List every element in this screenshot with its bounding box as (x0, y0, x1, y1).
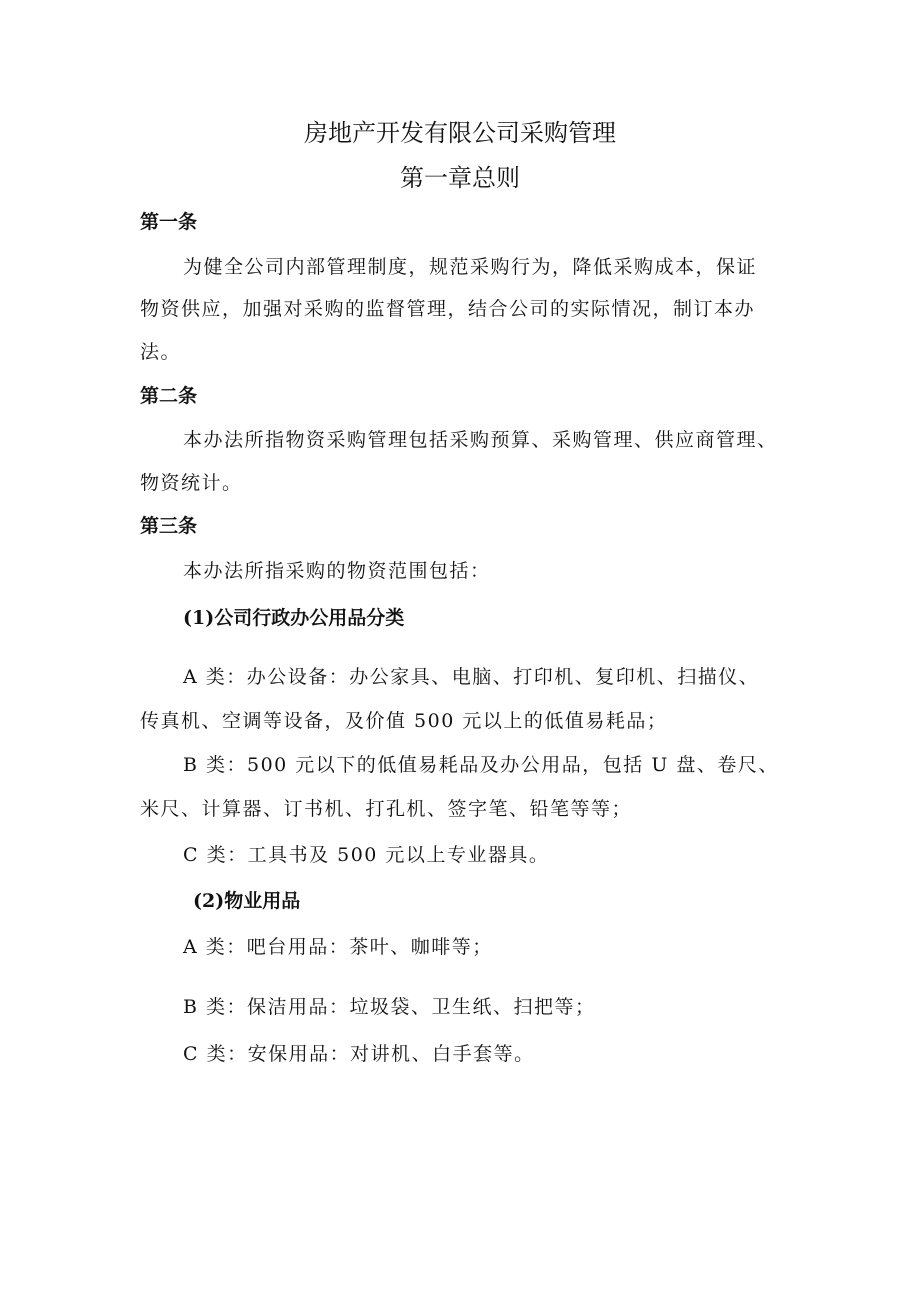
article-1-line-1: 为健全公司内部管理制度，规范采购行为，降低采购成本，保证 (183, 256, 758, 278)
section-2-class-a: A 类：吧台用品：茶叶、咖啡等； (183, 936, 493, 958)
article-1-heading: 第一条 (140, 211, 198, 233)
article-1-line-3: 法。 (140, 341, 182, 363)
section-1-class-b-line-1: B 类：500 元以下的低值易耗品及办公用品，包括 U 盘、卷尺、 (183, 754, 779, 776)
section-1-heading: (1)公司行政办公用品分类 (183, 607, 405, 629)
article-2-heading: 第二条 (140, 385, 198, 407)
section-2-class-c: C 类：安保用品：对讲机、白手套等。 (183, 1043, 535, 1065)
section-1-class-b-line-2: 米尺、计算器、订书机、打孔机、签字笔、铅笔等等； (140, 798, 633, 820)
section-2-heading: (2)物业用品 (193, 890, 301, 912)
article-1-line-2: 物资供应，加强对采购的监督管理，结合公司的实际情况，制订本办 (140, 298, 756, 320)
article-2-line-2: 物资统计。 (140, 472, 243, 494)
section-2-class-b: B 类：保洁用品：垃圾袋、卫生纸、扫把等； (183, 996, 596, 1018)
section-1-class-c: C 类：工具书及 500 元以上专业器具。 (183, 844, 550, 866)
document-title: 房地产开发有限公司采购管理 (304, 119, 616, 147)
article-3-heading: 第三条 (140, 515, 198, 537)
article-2-line-1: 本办法所指物资采购管理包括采购预算、采购管理、供应商管理、 (183, 429, 778, 451)
chapter-title: 第一章总则 (400, 164, 520, 192)
article-3-line-1: 本办法所指采购的物资范围包括： (183, 560, 491, 582)
section-1-class-a-line-2: 传真机、空调等设备，及价值 500 元以上的低值易耗品； (140, 710, 668, 732)
section-1-class-a-line-1: A 类：办公设备：办公家具、电脑、打印机、复印机、扫描仪、 (183, 666, 760, 688)
